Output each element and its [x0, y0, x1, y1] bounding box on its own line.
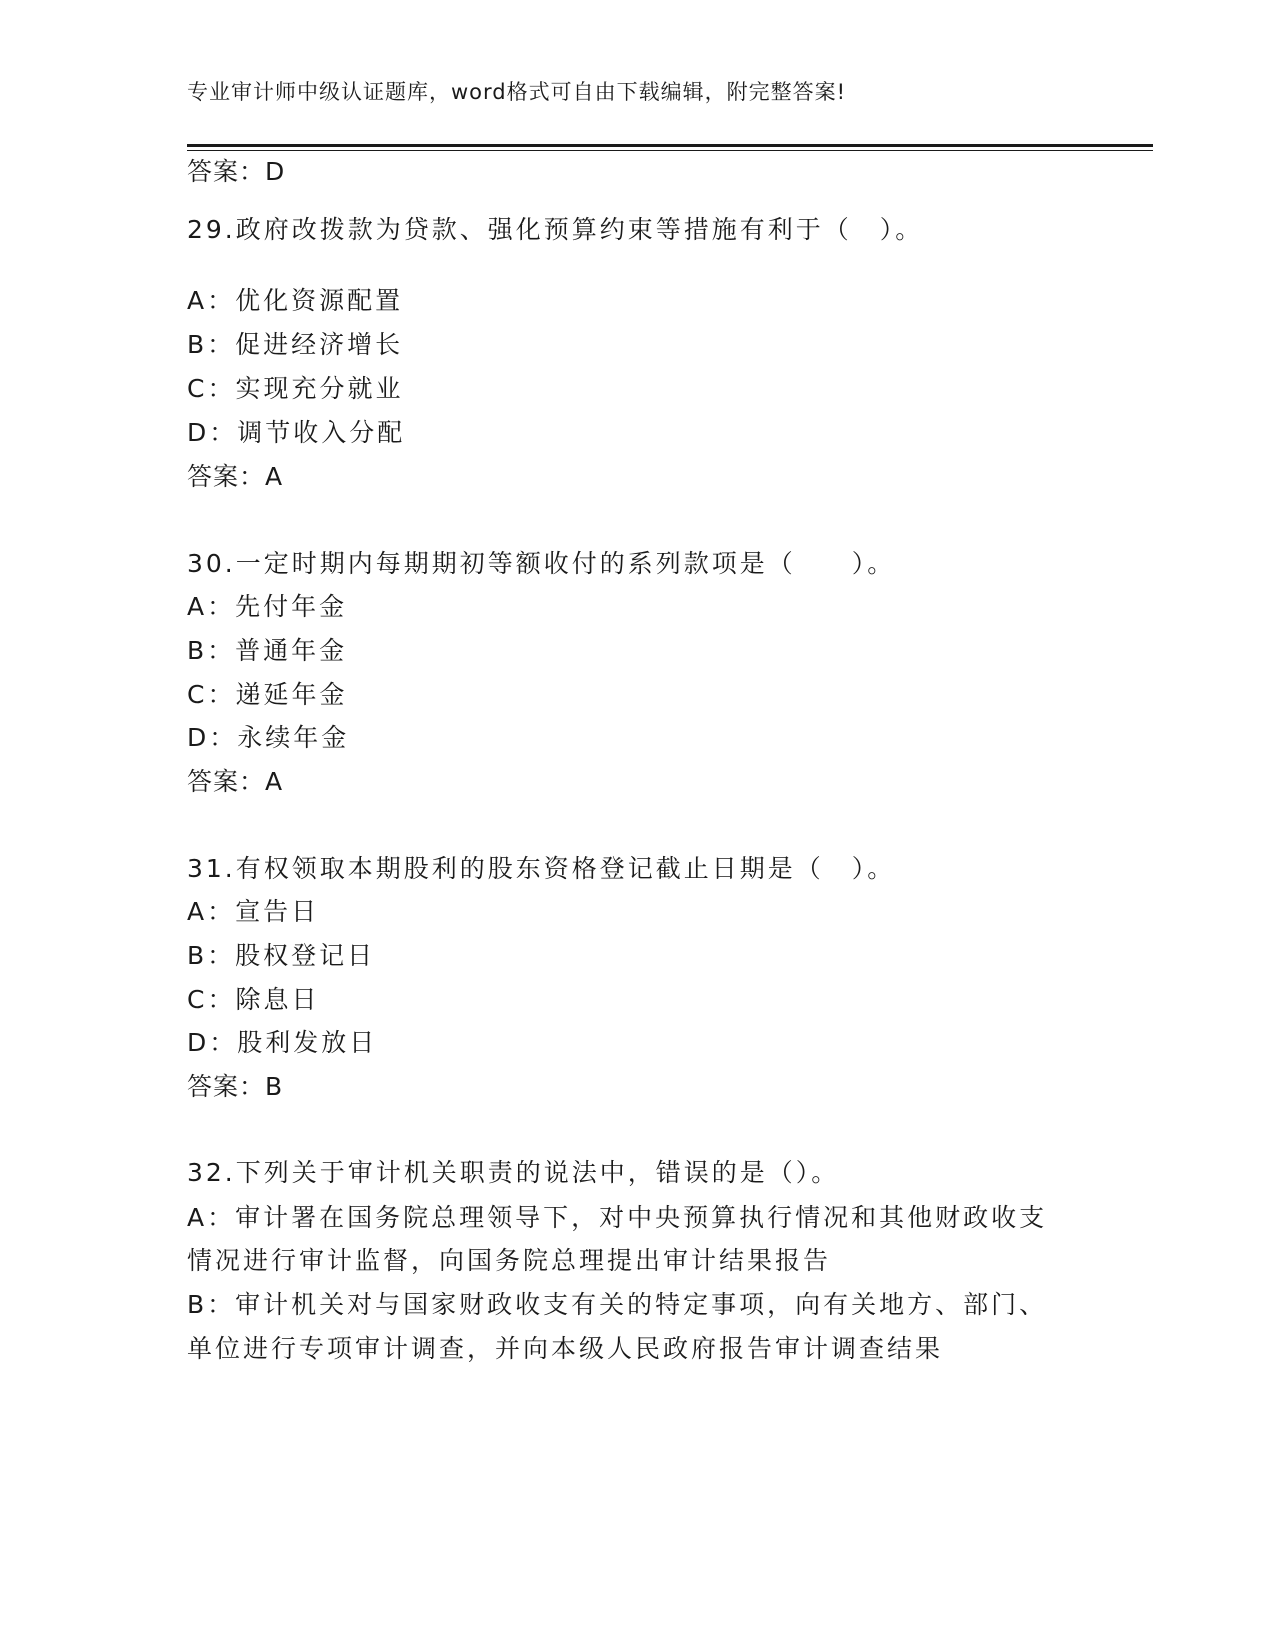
option-29-a: A：优化资源配置 — [187, 286, 404, 315]
option-30-d: D：永续年金 — [187, 723, 350, 752]
question-stem-29: 29.政府改拨款为贷款、强化预算约束等措施有利于（ ）。 — [187, 215, 924, 244]
option-31-c: C：除息日 — [187, 985, 320, 1014]
option-32-b-line2: 单位进行专项审计调查，并向本级人民政府报告审计调查结果 — [187, 1334, 944, 1363]
header-rule-thin — [187, 150, 1153, 151]
question-stem-31: 31.有权领取本期股利的股东资格登记截止日期是（ ）。 — [187, 854, 896, 883]
previous-answer: 答案：D — [187, 157, 286, 186]
option-29-c: C：实现充分就业 — [187, 374, 404, 403]
option-30-b: B：普通年金 — [187, 636, 348, 665]
option-32-b-line1: B：审计机关对与国家财政收支有关的特定事项，向有关地方、部门、 — [187, 1290, 1048, 1319]
option-31-a: A：宣告日 — [187, 897, 320, 926]
page-header: 专业审计师中级认证题库，word格式可自由下载编辑，附完整答案! — [187, 80, 847, 104]
option-31-b: B：股权登记日 — [187, 941, 376, 970]
option-29-d: D：调节收入分配 — [187, 418, 406, 447]
question-stem-32: 32.下列关于审计机关职责的说法中，错误的是（）。 — [187, 1158, 840, 1187]
option-32-a-line2: 情况进行审计监督，向国务院总理提出审计结果报告 — [187, 1246, 832, 1275]
option-32-a-line1: A：审计署在国务院总理领导下，对中央预算执行情况和其他财政收支 — [187, 1203, 1048, 1232]
option-30-c: C：递延年金 — [187, 680, 348, 709]
header-rule-thick — [187, 144, 1153, 147]
option-31-d: D：股利发放日 — [187, 1028, 378, 1057]
answer-31: 答案：B — [187, 1072, 284, 1101]
option-29-b: B：促进经济增长 — [187, 330, 404, 359]
option-30-a: A：先付年金 — [187, 592, 348, 621]
answer-29: 答案：A — [187, 462, 284, 491]
answer-30: 答案：A — [187, 767, 284, 796]
question-stem-30: 30.一定时期内每期期初等额收付的系列款项是（ ）。 — [187, 549, 896, 578]
